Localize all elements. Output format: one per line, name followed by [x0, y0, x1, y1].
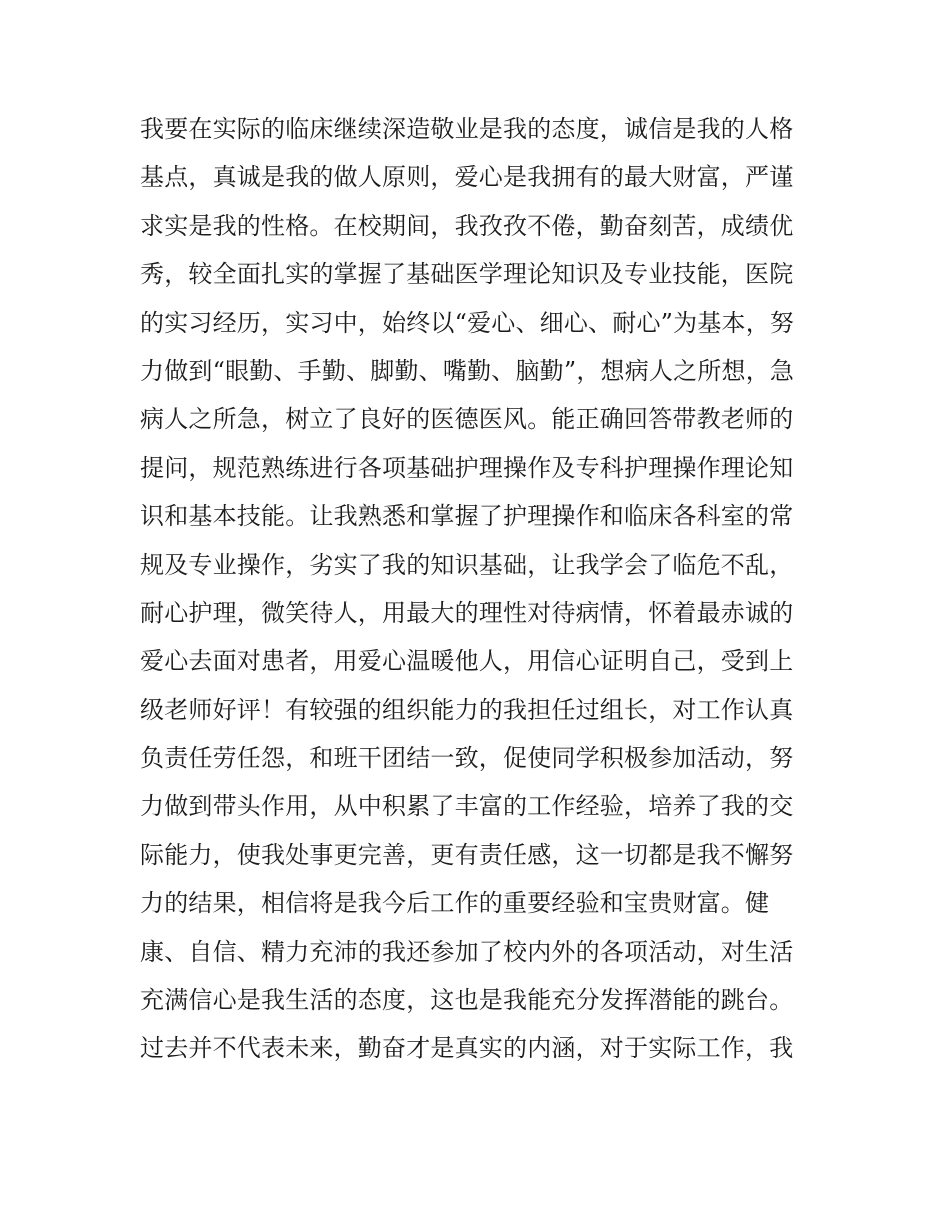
- text-line: 爱心去面对患者，用爱心温暖他人，用信心证明自己，受到上: [140, 647, 794, 676]
- text-line: 力做到带头作用，从中积累了丰富的工作经验，培养了我的交: [140, 792, 794, 821]
- text-line: 康、自信、精力充沛的我还参加了校内外的各项活动，对生活: [140, 937, 794, 966]
- text-line: 基点，真诚是我的做人原则，爱心是我拥有的最大财富，严谨: [140, 163, 794, 192]
- text-line: 我要在实际的临床继续深造敬业是我的态度，诚信是我的人格: [140, 115, 794, 143]
- text-line: 际能力，使我处事更完善，更有责任感，这一切都是我不懈努: [140, 840, 794, 869]
- text-line: 级老师好评！有较强的组织能力的我担任过组长，对工作认真: [140, 695, 794, 724]
- text-line: 负责任劳任怨，和班干团结一致，促使同学积极参加活动，努: [140, 744, 794, 773]
- text-line: 充满信心是我生活的态度，这也是我能充分发挥潜能的跳台。: [140, 986, 794, 1015]
- text-line: 的实习经历，实习中，始终以“爱心、细心、耐心”为基本，努: [140, 308, 795, 337]
- body-paragraph: [140, 105, 830, 1073]
- text-line: 力做到“眼勤、手勤、脚勤、嘴勤、脑勤”，想病人之所想，急: [140, 356, 795, 385]
- text-line: 求实是我的性格。在校期间，我孜孜不倦，勤奋刻苦，成绩优: [140, 211, 794, 240]
- text-line: 秀，较全面扎实的掌握了基础医学理论知识及专业技能，医院: [140, 260, 794, 289]
- text-line: 规及专业操作，劣实了我的知识基础，让我学会了临危不乱，: [140, 550, 794, 579]
- text-line: 提问，规范熟练进行各项基础护理操作及专科护理操作理论知: [140, 453, 794, 482]
- text-line: 识和基本技能。让我熟悉和掌握了护理操作和临床各科室的常: [140, 502, 794, 531]
- text-line: 过去并不代表未来，勤奋才是真实的内涵，对于实际工作，我: [140, 1034, 794, 1063]
- text-line: 耐心护理，微笑待人，用最大的理性对待病情，怀着最赤诚的: [140, 598, 794, 627]
- text-line: 力的结果，相信将是我今后工作的重要经验和宝贵财富。健: [140, 889, 770, 918]
- text-line: 病人之所急，树立了良好的医德医风。能正确回答带教老师的: [140, 405, 794, 434]
